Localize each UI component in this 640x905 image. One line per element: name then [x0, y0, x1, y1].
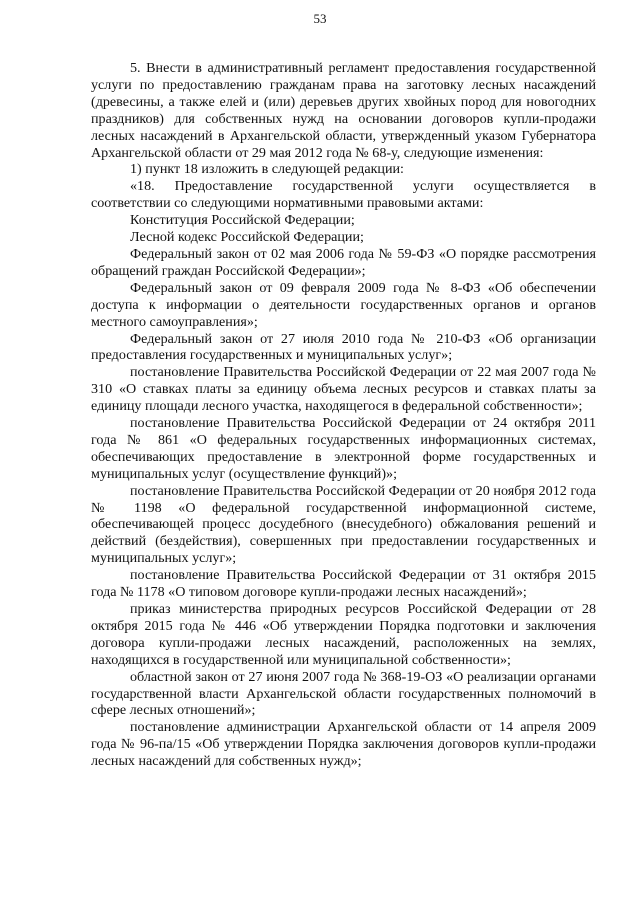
paragraph-forest-code: Лесной кодекс Российской Федерации; [130, 229, 364, 246]
paragraph-resolution-310: постановление Правительства Российской Федерации от 22 мая 2007 года № 310 «О ставках платы за единицу объема лесных ресурсов и ставках платы за единицу площади лесного участка, находящегося в федеральной собственности»; [91, 364, 596, 415]
paragraph-resolution-1198: постановление Правительства Российской Федерации от 20 ноября 2012 года № 1198 «О федеральной государственной информационной системе, обеспечивающей процесс досудебного (внесудебного) обжалования решений и действий (бездействия), совершенных при предоставлении государственных и муниципальных услуг»; [91, 482, 596, 567]
paragraph-resolution-96pa: постановление администрации Архангельской области от 14 апреля 2009 года № 96-па/15 «Об утверждении Порядка заключения договоров купли-продажи лесных насаждений для собственных нужд»; [91, 719, 596, 770]
paragraph-clause-18: «18. Предоставление государственной услуги осуществляется в соответствии со следующими нормативными правовыми актами: [91, 178, 596, 212]
page-number: 53 [313, 11, 327, 26]
document-body [91, 60, 596, 770]
paragraph-resolution-1178: постановление Правительства Российской Федерации от 31 октября 2015 года № 1178 «О типовом договоре купли-продажи лесных насаждений»; [91, 567, 596, 601]
paragraph-order-446: приказ министерства природных ресурсов Российской Федерации от 28 октября 2015 года № 446 «Об утверждении Порядка подготовки и заключения договора купли-продажи лесных насаждений, расположенных на землях, находящихся в государственной или муниципальной собственности»; [91, 601, 596, 668]
paragraph-subitem-1: 1) пункт 18 изложить в следующей редакции: [130, 161, 404, 178]
paragraph-law-59fz: Федеральный закон от 02 мая 2006 года № 59-ФЗ «О порядке рассмотрения обращений граждан Российской Федерации»; [91, 245, 596, 279]
paragraph-item-5-intro: 5. Внести в административный регламент предоставления государственной услуги по предоставлению гражданам права на заготовку лесных насаждений (древесины, а также елей и (или) деревьев других хвойных пород для новогодних праздников) для собственных нужд на основании договоров купли-продажи лесных насаждений в Архангельской области, утвержденный указом Губернатора Архангельской области от 29 мая 2012 года № 68-у, следующие изменения: [91, 60, 596, 161]
paragraph-constitution: Конституция Российской Федерации; [130, 212, 355, 229]
paragraph-resolution-861: постановление Правительства Российской Федерации от 24 октября 2011 года № 861 «О федеральных государственных информационных системах, обеспечивающих предоставление в электронной форме государственных и муниципальных услуг (осуществление функций)»; [91, 415, 596, 482]
paragraph-law-8fz: Федеральный закон от 09 февраля 2009 года № 8-ФЗ «Об обеспечении доступа к информации о деятельности государственных органов и органов местного самоуправления»; [91, 279, 596, 330]
paragraph-regional-law-368: областной закон от 27 июня 2007 года № 368-19-ОЗ «О реализации органами государственной власти Архангельской области государственных полномочий в сфере лесных отношений»; [91, 668, 596, 719]
paragraph-law-210fz: Федеральный закон от 27 июля 2010 года № 210-ФЗ «Об организации предоставления государственных и муниципальных услуг»; [91, 330, 596, 364]
